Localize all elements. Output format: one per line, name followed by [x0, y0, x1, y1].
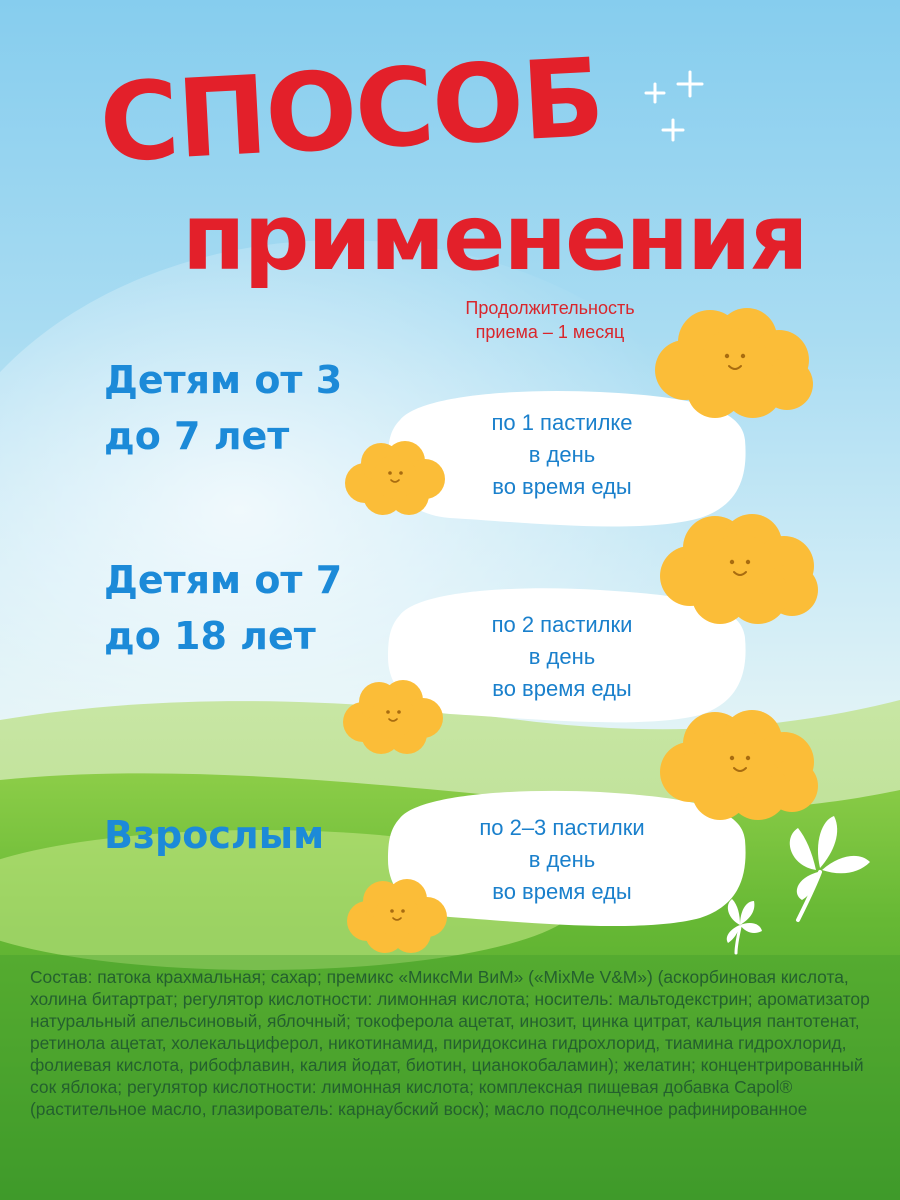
dose-3-line-2: в день	[528, 847, 596, 872]
group-label-2-line-1: Детям от 7	[104, 558, 343, 602]
group-label-2-line-2: до 18 лет	[104, 614, 316, 658]
dose-3-line-3: во время еды	[492, 879, 632, 904]
dose-text-3	[412, 812, 712, 908]
duration-note-line-1: Продолжительность	[465, 298, 635, 318]
dose-text-1	[412, 407, 712, 503]
dose-3-line-1: по 2–3 пастилки	[479, 815, 645, 840]
dose-1-line-2: в день	[528, 442, 596, 467]
group-label-1	[104, 352, 342, 464]
duration-note-line-2: приема – 1 месяц	[475, 322, 625, 342]
dose-2-line-3: во время еды	[492, 676, 632, 701]
title-line-2: применения	[182, 184, 807, 291]
group-label-1-line-2: до 7 лет	[104, 414, 290, 458]
dose-1-line-1: по 1 пастилке	[491, 410, 633, 435]
group-label-3	[104, 807, 324, 863]
dose-2-line-1: по 2 пастилки	[491, 612, 633, 637]
ingredients-text: Состав: патока крахмальная; сахар; премикс «МиксМи ВиМ» («MixMe V&M») (аскорбиновая кислота, холина битартрат; регулятор кислотности: лимонная кислота; носитель: мальтодекстрин; ароматизатор натуральный апельсиновый, яблочный; токоферола ацетат, инозит, цинка цитрат, кальция пантотенат, ретинола ацетат, холекальциферол, никотинамид, пиридоксина гидрохлорид, тиамина гидрохлорид, фолиевая кислота, рибофлавин, калия йодат, биотин, цианокобаламин); желатин; концентрированный сок яблока; регулятор кислотности: лимонная кислота; комплексная пищевая добавка Capol® (растительное масло, глазирователь: карнаубский воск); масло подсолнечное рафинированное	[30, 967, 870, 1119]
dose-text-2	[412, 609, 712, 705]
group-label-3-line-1: Взрослым	[104, 813, 325, 857]
title-line-1: СПОСОБ	[96, 35, 606, 187]
duration-note	[400, 296, 700, 344]
group-label-1-line-1: Детям от 3	[104, 358, 343, 402]
dose-1-line-3: во время еды	[492, 474, 632, 499]
group-label-2	[104, 552, 342, 664]
dose-2-line-2: в день	[528, 644, 596, 669]
